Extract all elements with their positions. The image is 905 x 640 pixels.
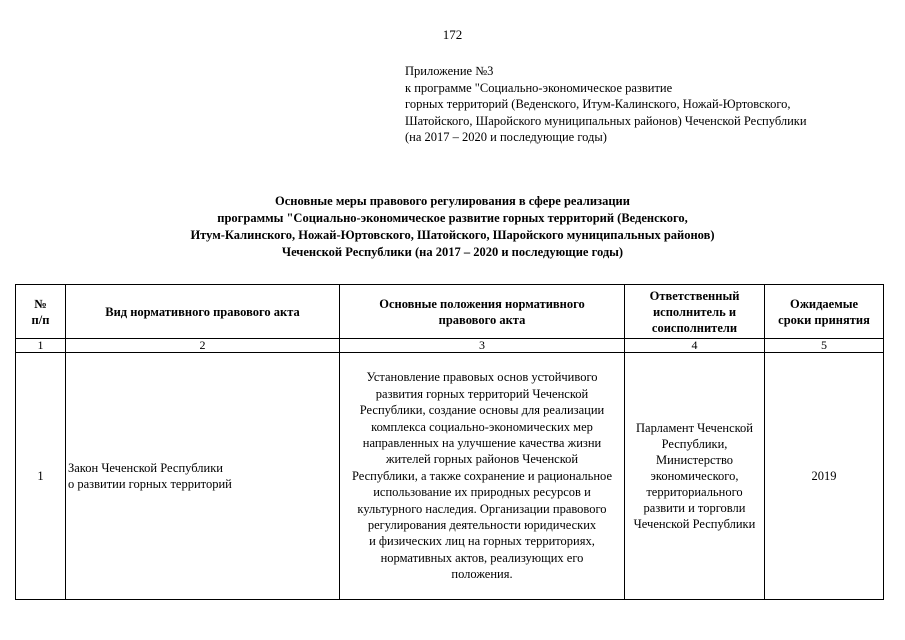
provisions-line: нормативных актов, реализующих его [380, 550, 584, 565]
responsible-line: развити и торговли [643, 501, 746, 515]
responsible-line: Чеченской Республики [633, 517, 756, 531]
responsible-line: территориального [646, 485, 743, 499]
appendix-note [405, 63, 807, 146]
column-number: 5 [765, 339, 884, 353]
column-number-row [16, 339, 884, 353]
header-line: Ожидаемые [789, 296, 859, 311]
header-provisions [340, 285, 625, 339]
column-number: 3 [340, 339, 625, 353]
header-responsible [625, 285, 765, 339]
header-act-type [66, 285, 340, 339]
act-type-line: Закон Чеченской Республики [68, 461, 223, 475]
responsible-line: экономического, [650, 469, 739, 483]
header-line: Ответственный [649, 288, 740, 303]
responsible-cell [625, 353, 765, 600]
act-type-cell [66, 353, 340, 600]
header-line: исполнитель и [652, 304, 737, 319]
document-title [0, 193, 905, 261]
responsible-line: Министерство [655, 453, 734, 467]
appendix-line: к программе "Социально-экономическое развитие [405, 80, 673, 95]
header-deadline [765, 285, 884, 339]
provisions-line: комплекса социально-экономических мер [371, 419, 593, 434]
legal-measures-table [15, 284, 884, 600]
provisions-line: Республики, а также сохранение и рациональное [351, 468, 612, 483]
title-line: программы "Социально-экономическое развитие горных территорий (Веденского, [217, 211, 688, 225]
appendix-line: (на 2017 – 2020 и последующие годы) [405, 130, 607, 144]
header-line: Вид нормативного правового акта [105, 304, 300, 319]
title-line: Чеченской Республики (на 2017 – 2020 и последующие годы) [281, 245, 624, 259]
provisions-line: Республики, создание основы для реализации [359, 403, 605, 418]
column-number: 4 [625, 339, 765, 353]
deadline-cell: 2019 [765, 353, 884, 600]
responsible-line: Республики, [661, 437, 728, 451]
provisions-line: и физических лиц на горных территориях, [369, 534, 595, 549]
provisions-line: культурного наследия. Организации правового [357, 501, 607, 516]
title-line: Основные меры правового регулирования в сфере реализации [275, 194, 630, 208]
provisions-line: направленных на улучшение качества жизни [362, 435, 602, 450]
table-header-row [16, 285, 884, 339]
provisions-cell [340, 353, 625, 600]
header-line: Основные положения нормативного [379, 296, 585, 311]
act-type-line: о развитии горных территорий [68, 477, 232, 491]
header-line: № [34, 296, 47, 311]
header-line: соисполнители [651, 320, 738, 335]
column-number: 1 [16, 339, 66, 353]
row-number: 1 [16, 353, 66, 600]
provisions-line: развития горных территорий Чеченской [375, 386, 589, 401]
page-number: 172 [442, 27, 463, 42]
table-row [16, 353, 884, 600]
provisions-line: использование их природных ресурсов и [373, 485, 591, 500]
header-line: п/п [31, 312, 50, 327]
provisions-line: положения. [451, 567, 513, 582]
provisions-line: жителей горных районов Чеченской [385, 452, 579, 467]
appendix-line: Шатойского, Шаройского муниципальных районов) Чеченской Республики [405, 113, 807, 128]
appendix-line: Приложение №3 [405, 64, 494, 78]
header-line: правового акта [438, 312, 526, 327]
title-line: Итум-Калинского, Ножай-Юртовского, Шатойского, Шаройского муниципальных районов) [190, 228, 715, 242]
responsible-line: Парламент Чеченской [636, 421, 753, 435]
provisions-line: регулирования деятельности юридических [367, 518, 597, 533]
provisions-line: Установление правовых основ устойчивого [366, 370, 598, 385]
appendix-line: горных территорий (Веденского, Итум-Калинского, Ножай-Юртовского, [405, 97, 791, 111]
header-number [16, 285, 66, 339]
header-line: сроки принятия [778, 312, 870, 327]
column-number: 2 [66, 339, 340, 353]
